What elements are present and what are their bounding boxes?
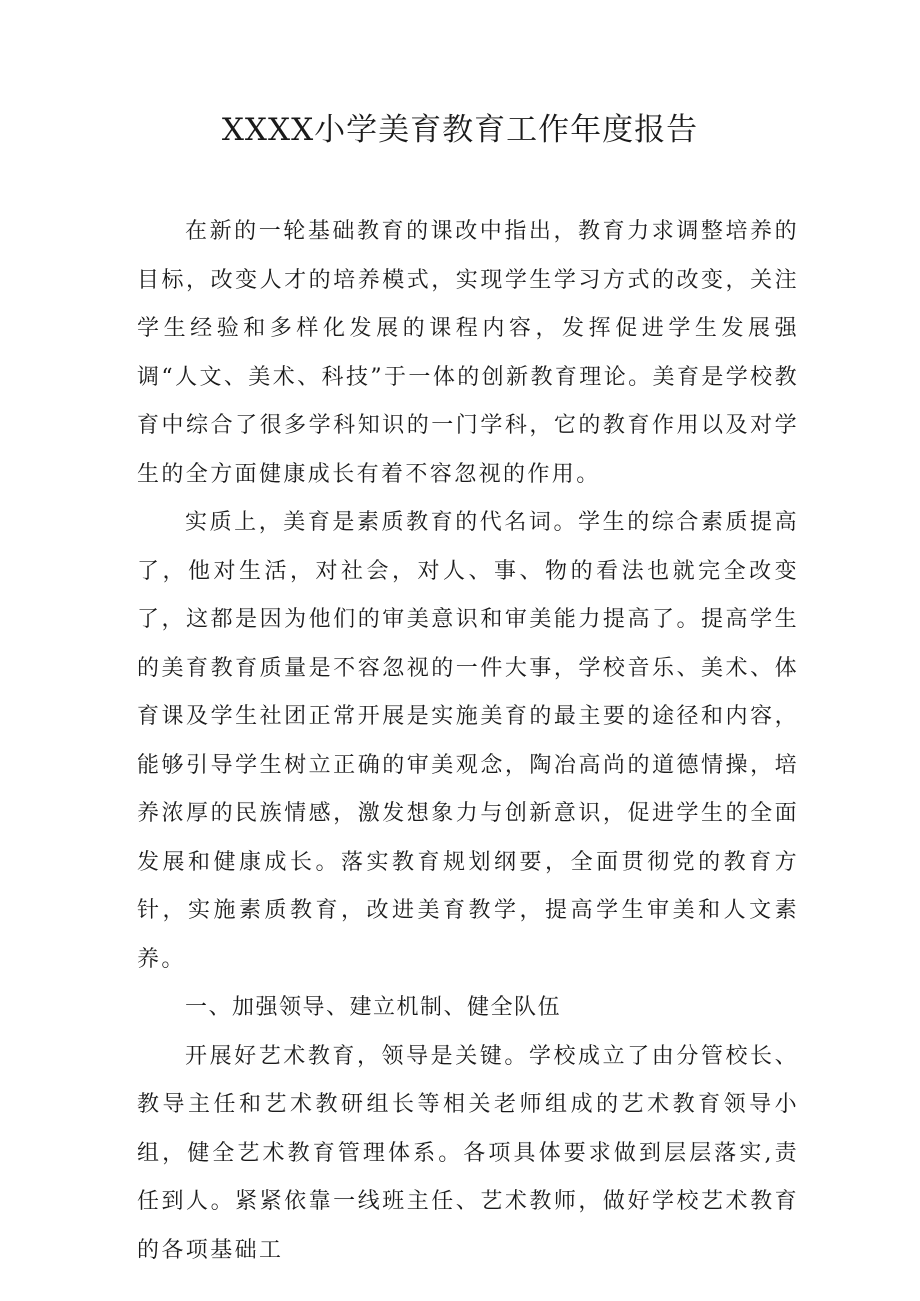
section-heading: 一、加强领导、建立机制、健全队伍 <box>185 995 562 1020</box>
intro-paragraph: 在新的一轮基础教育的课改中指出，教育力求调整培养的目标，改变人才的培养模式，实现学生学习方式的改变，关注学生经验和多样化发展的课程内容，发挥促进学生发展强调“人文、美术、科技”于一体的创新教育理论。美育是学校教育中综合了很多学科知识的一门学科，它的教育作用以及对学生的全方面健康成长有着不容忽视的作用。 <box>137 219 799 487</box>
section-paragraph: 开展好艺术教育，领导是关键。学校成立了由分管校长、教导主任和艺术教研组长等相关老师组成的艺术教育领导小组，健全艺术教育管理体系。各项具体要求做到层层落实,责任到人。紧紧依靠一线班主任、艺术教师，做好学校艺术教育的各项基础工 <box>137 1043 799 1263</box>
document-title: XXXX小学美育教育工作年度报告 <box>221 112 699 148</box>
essence-paragraph: 实质上，美育是素质教育的代名词。学生的综合素质提高了，他对生活，对社会，对人、事、物的看法也就完全改变了，这都是因为他们的审美意识和审美能力提高了。提高学生的美育教育质量是不容忽视的一件大事，学校音乐、美术、体育课及学生社团正常开展是实施美育的最主要的途径和内容，能够引导学生树立正确的审美观念，陶冶高尚的道德情操，培养浓厚的民族情感，激发想象力与创新意识，促进学生的全面发展和健康成长。落实教育规划纲要，全面贯彻党的教育方针，实施素质教育，改进美育教学，提高学生审美和人文素养。 <box>137 510 799 972</box>
document-body <box>137 208 799 1275</box>
